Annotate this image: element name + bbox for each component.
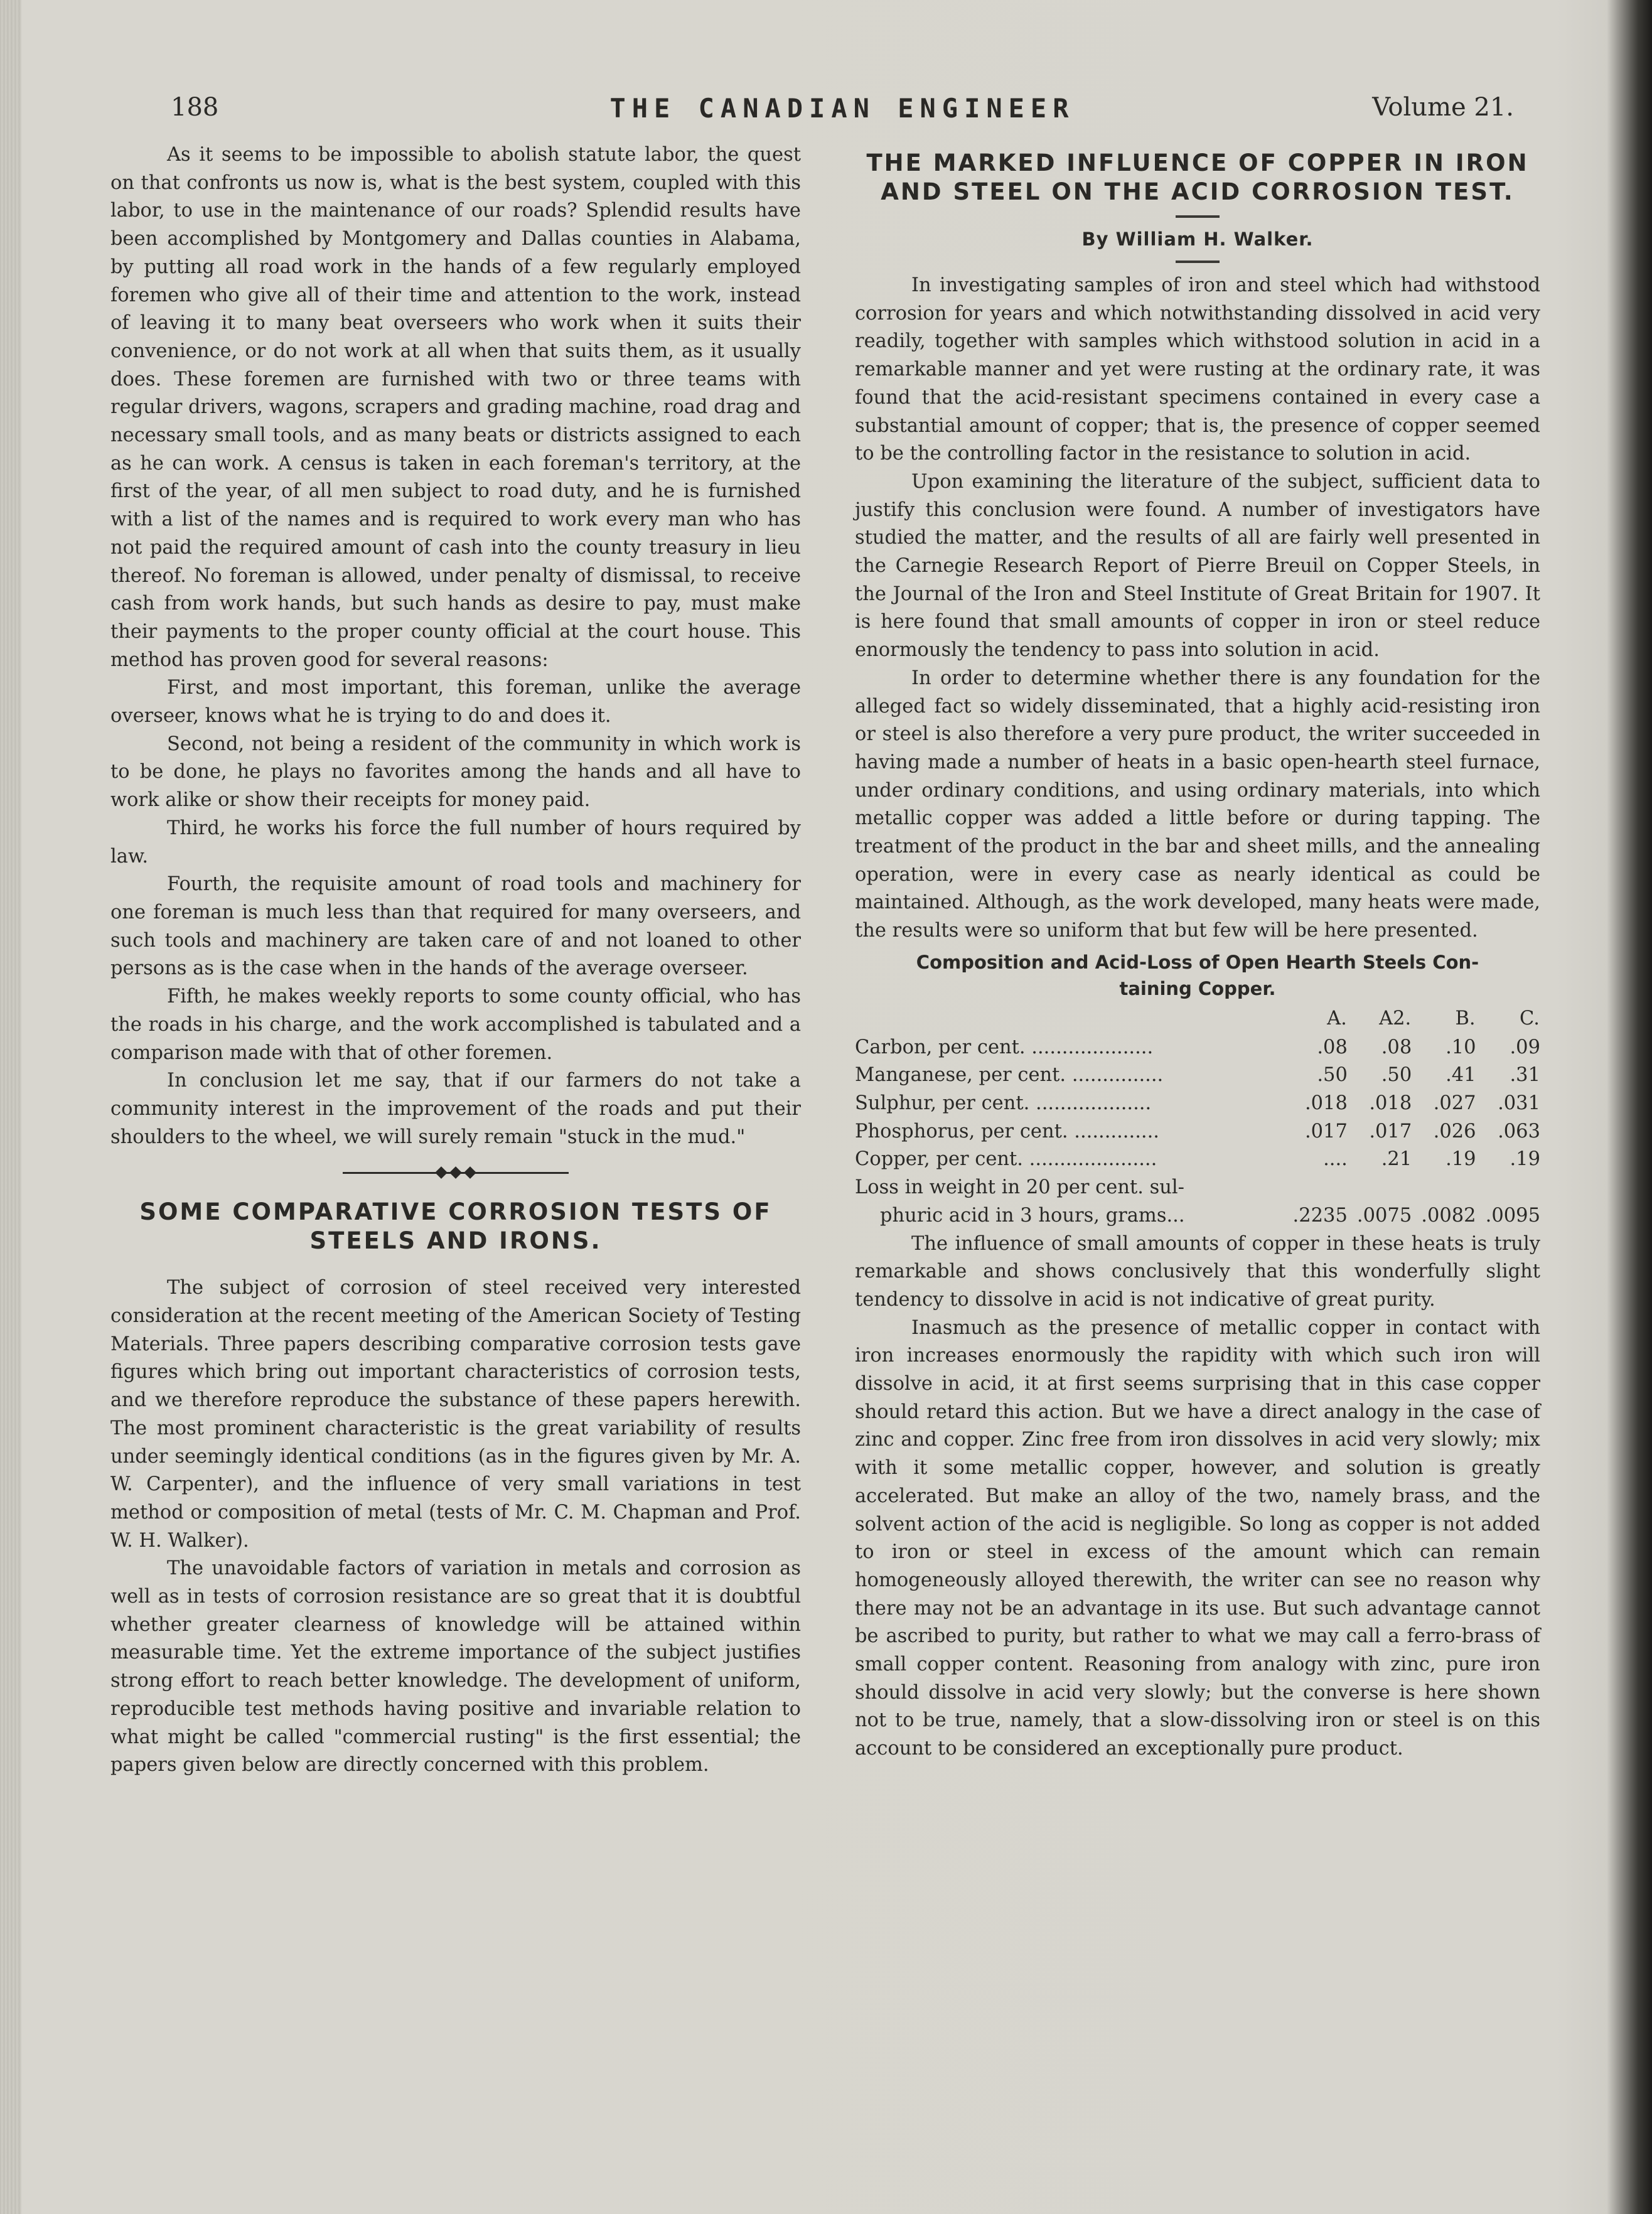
column-header: C.	[1520, 1007, 1540, 1029]
cell-value: .027	[1433, 1092, 1476, 1114]
corrosion-paragraph: The unavoidable factors of variation in metals and corrosion as well as in tests of corrosion resistance are so great that it is doubtful whether greater clearness of knowledge will be attained within measurable time. Yet the extreme importance of the subject justifies strong effort to reach better knowledge. The development of uniform, reproducible test methods having positive and invariable relation to what might be called "commercial rusting" is the first essential; the papers given below are directly concerned with this problem.	[110, 1557, 801, 1776]
cell-value: .50	[1381, 1064, 1412, 1087]
page-number: 188	[171, 93, 219, 122]
corrosion-tests-heading: SOME COMPARATIVE CORROSION TESTS OF STEELS AND IRONS.	[139, 1198, 772, 1255]
right-column	[855, 141, 1540, 1763]
cell-value: .09	[1510, 1036, 1540, 1058]
table-row	[855, 1202, 1540, 1230]
column-header: B.	[1455, 1007, 1476, 1029]
article-paragraph: Inasmuch as the presence of metallic copper in contact with iron increases enormously the rapidity with which such iron will dissolve in acid, it at first seems surprising that in this case copper should retard this action. But we have a direct analogy in the case of zinc and copper. Zinc free from iron dissolves in acid very slowly; mix with it some metallic copper, however, and solution is greatly accelerated. But make an alloy of the two, namely brass, and the solvent action of the acid is negligible. So long as copper is not added to iron or steel in excess of the amount which can remain homogeneously alloyed therewith, the writer can see no reason why there may not be an advantage in its use. But such advantage cannot be ascribed to purity, but rather to what we may call a ferro-brass of small copper content. Reasoning from analogy with zinc, pure iron should dissolve in acid very slowly; but the converse is here shown not to be true, namely, that a slow-dissolving iron or steel is on this account to be considered an exceptionally pure product.	[855, 1316, 1540, 1760]
page-edge	[0, 0, 21, 2214]
cell-value: .017	[1304, 1120, 1348, 1142]
table-row	[855, 1118, 1540, 1146]
cell-value: .08	[1381, 1036, 1412, 1058]
cell-value: .031	[1498, 1092, 1540, 1114]
table-row	[855, 1090, 1540, 1118]
journal-title: THE CANADIAN ENGINEER	[609, 93, 1075, 124]
heading-rule	[1176, 215, 1220, 218]
table-row	[855, 1146, 1540, 1174]
statute-paragraph: As it seems to be impossible to abolish statute labor, the quest on that confronts us now is, what is the best system, coupled with this labor, to use in the maintenance of our roads? Splendid results have been accomplished by Montgomery and Dallas counties in Alabama, by putting all road work in the hands of a few regularly employed foremen who give all of their time and attention to the work, instead of leaving it to many beat overseers who work when it suits their convenience, or do not work at all when that suits them, as it usually does. These foremen are furnished with two or three teams with regular drivers, wagons, scrapers and grading machine, road drag and necessary small tools, and as many beats or districts assigned to each as he can work. A census is taken in each foreman's territory, at the first of the year, of all men subject to road duty, and he is furnished with a list of the names and is required to work every man who has not paid the required amount of cash into the county treasury in lieu thereof. No foreman is allowed, under penalty of dismissal, to receive cash from work hands, but such hands as desire to pay, must make their payments to the proper county official at the court house. This method has proven good for several reasons:	[110, 144, 801, 671]
article-paragraph: Upon examining the literature of the subject, sufficient data to justify this conclusion were found. A number of investigators have studied the matter, and the results of all are fairly well presented in the Carnegie Research Report of Pierre Breuil on Copper Steels, in the Journal of the Iron and Steel Institute of Great Britain for 1907. It is here found that small amounts of copper in iron or steel reduce enormously the tendency to pass into solution in acid.	[855, 470, 1540, 662]
table-title-line: taining Copper.	[1119, 977, 1276, 999]
article-paragraph: The influence of small amounts of copper in these heats is truly remarkable and shows conclusively that this wonderfully slight tendency to dissolve in acid is not indicative of great purity.	[855, 1232, 1540, 1311]
cell-value: .018	[1369, 1092, 1412, 1114]
row-label: Phosphorus, per cent. ..............	[855, 1120, 1159, 1142]
table-row	[855, 1174, 1540, 1202]
article-heading: THE MARKED INFLUENCE OF COPPER IN IRON AND STEEL ON THE ACID CORROSION TEST.	[866, 149, 1529, 205]
corrosion-paragraph: The subject of corrosion of steel received very interested consideration at the recent meeting of the American Society of Testing Materials. Three papers describing comparative corrosion tests gave figures which bring out important characteristics of corrosion tests, and we therefore reproduce the substance of these papers herewith. The most prominent characteristic is the great variability of results under seemingly identical conditions (as in the figures given by Mr. A. W. Carpenter), and the influence of very small variations in test method or composition of metal (tests of Mr. C. M. Chapman and Prof. W. H. Walker).	[110, 1277, 801, 1552]
cell-value: .0095	[1485, 1204, 1540, 1227]
cell-value: .31	[1510, 1064, 1540, 1087]
cell-value: .19	[1446, 1148, 1476, 1171]
section-ornament	[343, 1166, 569, 1179]
table-row	[855, 1061, 1540, 1090]
row-label: phuric acid in 3 hours, grams...	[880, 1204, 1185, 1227]
table-title	[855, 949, 1540, 1002]
cell-value: .08	[1317, 1036, 1348, 1058]
cell-value: ....	[1323, 1148, 1348, 1171]
composition-table	[855, 1004, 1540, 1230]
table-header-row	[855, 1004, 1540, 1034]
cell-value: .017	[1369, 1120, 1412, 1142]
row-label: Carbon, per cent. ....................	[855, 1036, 1154, 1058]
statute-paragraph: Fifth, he makes weekly reports to some county official, who has the roads in his charge, and the work accomplished is tabulated and a comparison made with that of other foremen.	[110, 986, 801, 1064]
running-head	[171, 88, 1514, 132]
cell-value: .2235	[1292, 1204, 1348, 1227]
statute-paragraph: Third, he works his force the full number of hours required by law.	[110, 817, 801, 868]
cell-value: .19	[1510, 1148, 1540, 1171]
row-label: Sulphur, per cent. ...................	[855, 1092, 1152, 1114]
byline: By William H. Walker.	[1081, 228, 1314, 250]
cell-value: .41	[1446, 1064, 1476, 1087]
column-header: A.	[1327, 1007, 1347, 1029]
volume-label: Volume 21.	[1372, 93, 1514, 122]
statute-paragraph: In conclusion let me say, that if our farmers do not take a community interest in the improvement of the roads and put their shoulders to the wheel, we will surely remain "stuck in the mud."	[110, 1070, 801, 1148]
cell-value: .10	[1446, 1036, 1476, 1058]
row-label: Loss in weight in 20 per cent. sul-	[855, 1176, 1184, 1199]
statute-paragraph: First, and most important, this foreman, unlike the average overseer, knows what he is trying to do and does it.	[110, 677, 801, 728]
statute-paragraph: Fourth, the requisite amount of road tools and machinery for one foreman is much less than that required for many overseers, and such tools and machinery are taken care of and not loaned to other persons as is the case when in the hands of the average overseer.	[110, 873, 801, 980]
cell-value: .063	[1498, 1120, 1540, 1142]
cell-value: .21	[1381, 1148, 1412, 1171]
row-label: Manganese, per cent. ...............	[855, 1064, 1164, 1087]
cell-value: .50	[1317, 1064, 1348, 1087]
row-label: Copper, per cent. .....................	[855, 1148, 1157, 1171]
cell-value: .0082	[1421, 1204, 1476, 1227]
byline-rule	[1176, 261, 1220, 263]
table-row	[855, 1034, 1540, 1062]
cell-value: .026	[1433, 1120, 1476, 1142]
statute-paragraph: Second, not being a resident of the community in which work is to be done, he plays no favorites among the hands and all have to work alike or show their receipts for money paid.	[110, 733, 801, 812]
column-header: A2.	[1379, 1007, 1412, 1029]
cell-value: .018	[1304, 1092, 1348, 1114]
article-paragraph: In order to determine whether there is any foundation for the alleged fact so widely disseminated, that a highly acid-resisting iron or steel is also therefore a very pure product, the writer succeeded in having made a number of heats in a basic open-hearth steel furnace, under ordinary conditions, and using ordinary materials, into which metallic copper was added a little before or during tapping. The treatment of the product in the bar and sheet mills, and the annealing operation, were in every case as nearly identical as could be maintained. Although, as the work developed, many heats were made, the results were so uniform that but few will be here presented.	[855, 667, 1540, 942]
table-title-line: Composition and Acid-Loss of Open Hearth Steels Con-	[916, 951, 1479, 973]
cell-value: .0075	[1356, 1204, 1412, 1227]
article-paragraph: In investigating samples of iron and steel which had withstood corrosion for years and which notwithstanding dissolved in acid very readily, together with samples which withstood solution in acid in a remarkable manner and yet were rusting at the ordinary rate, it was found that the acid-resistant specimens contained in every case a substantial amount of copper; that is, the presence of copper seemed to be the controlling factor in the resistance to solution in acid.	[855, 274, 1540, 465]
left-column	[110, 141, 801, 1780]
